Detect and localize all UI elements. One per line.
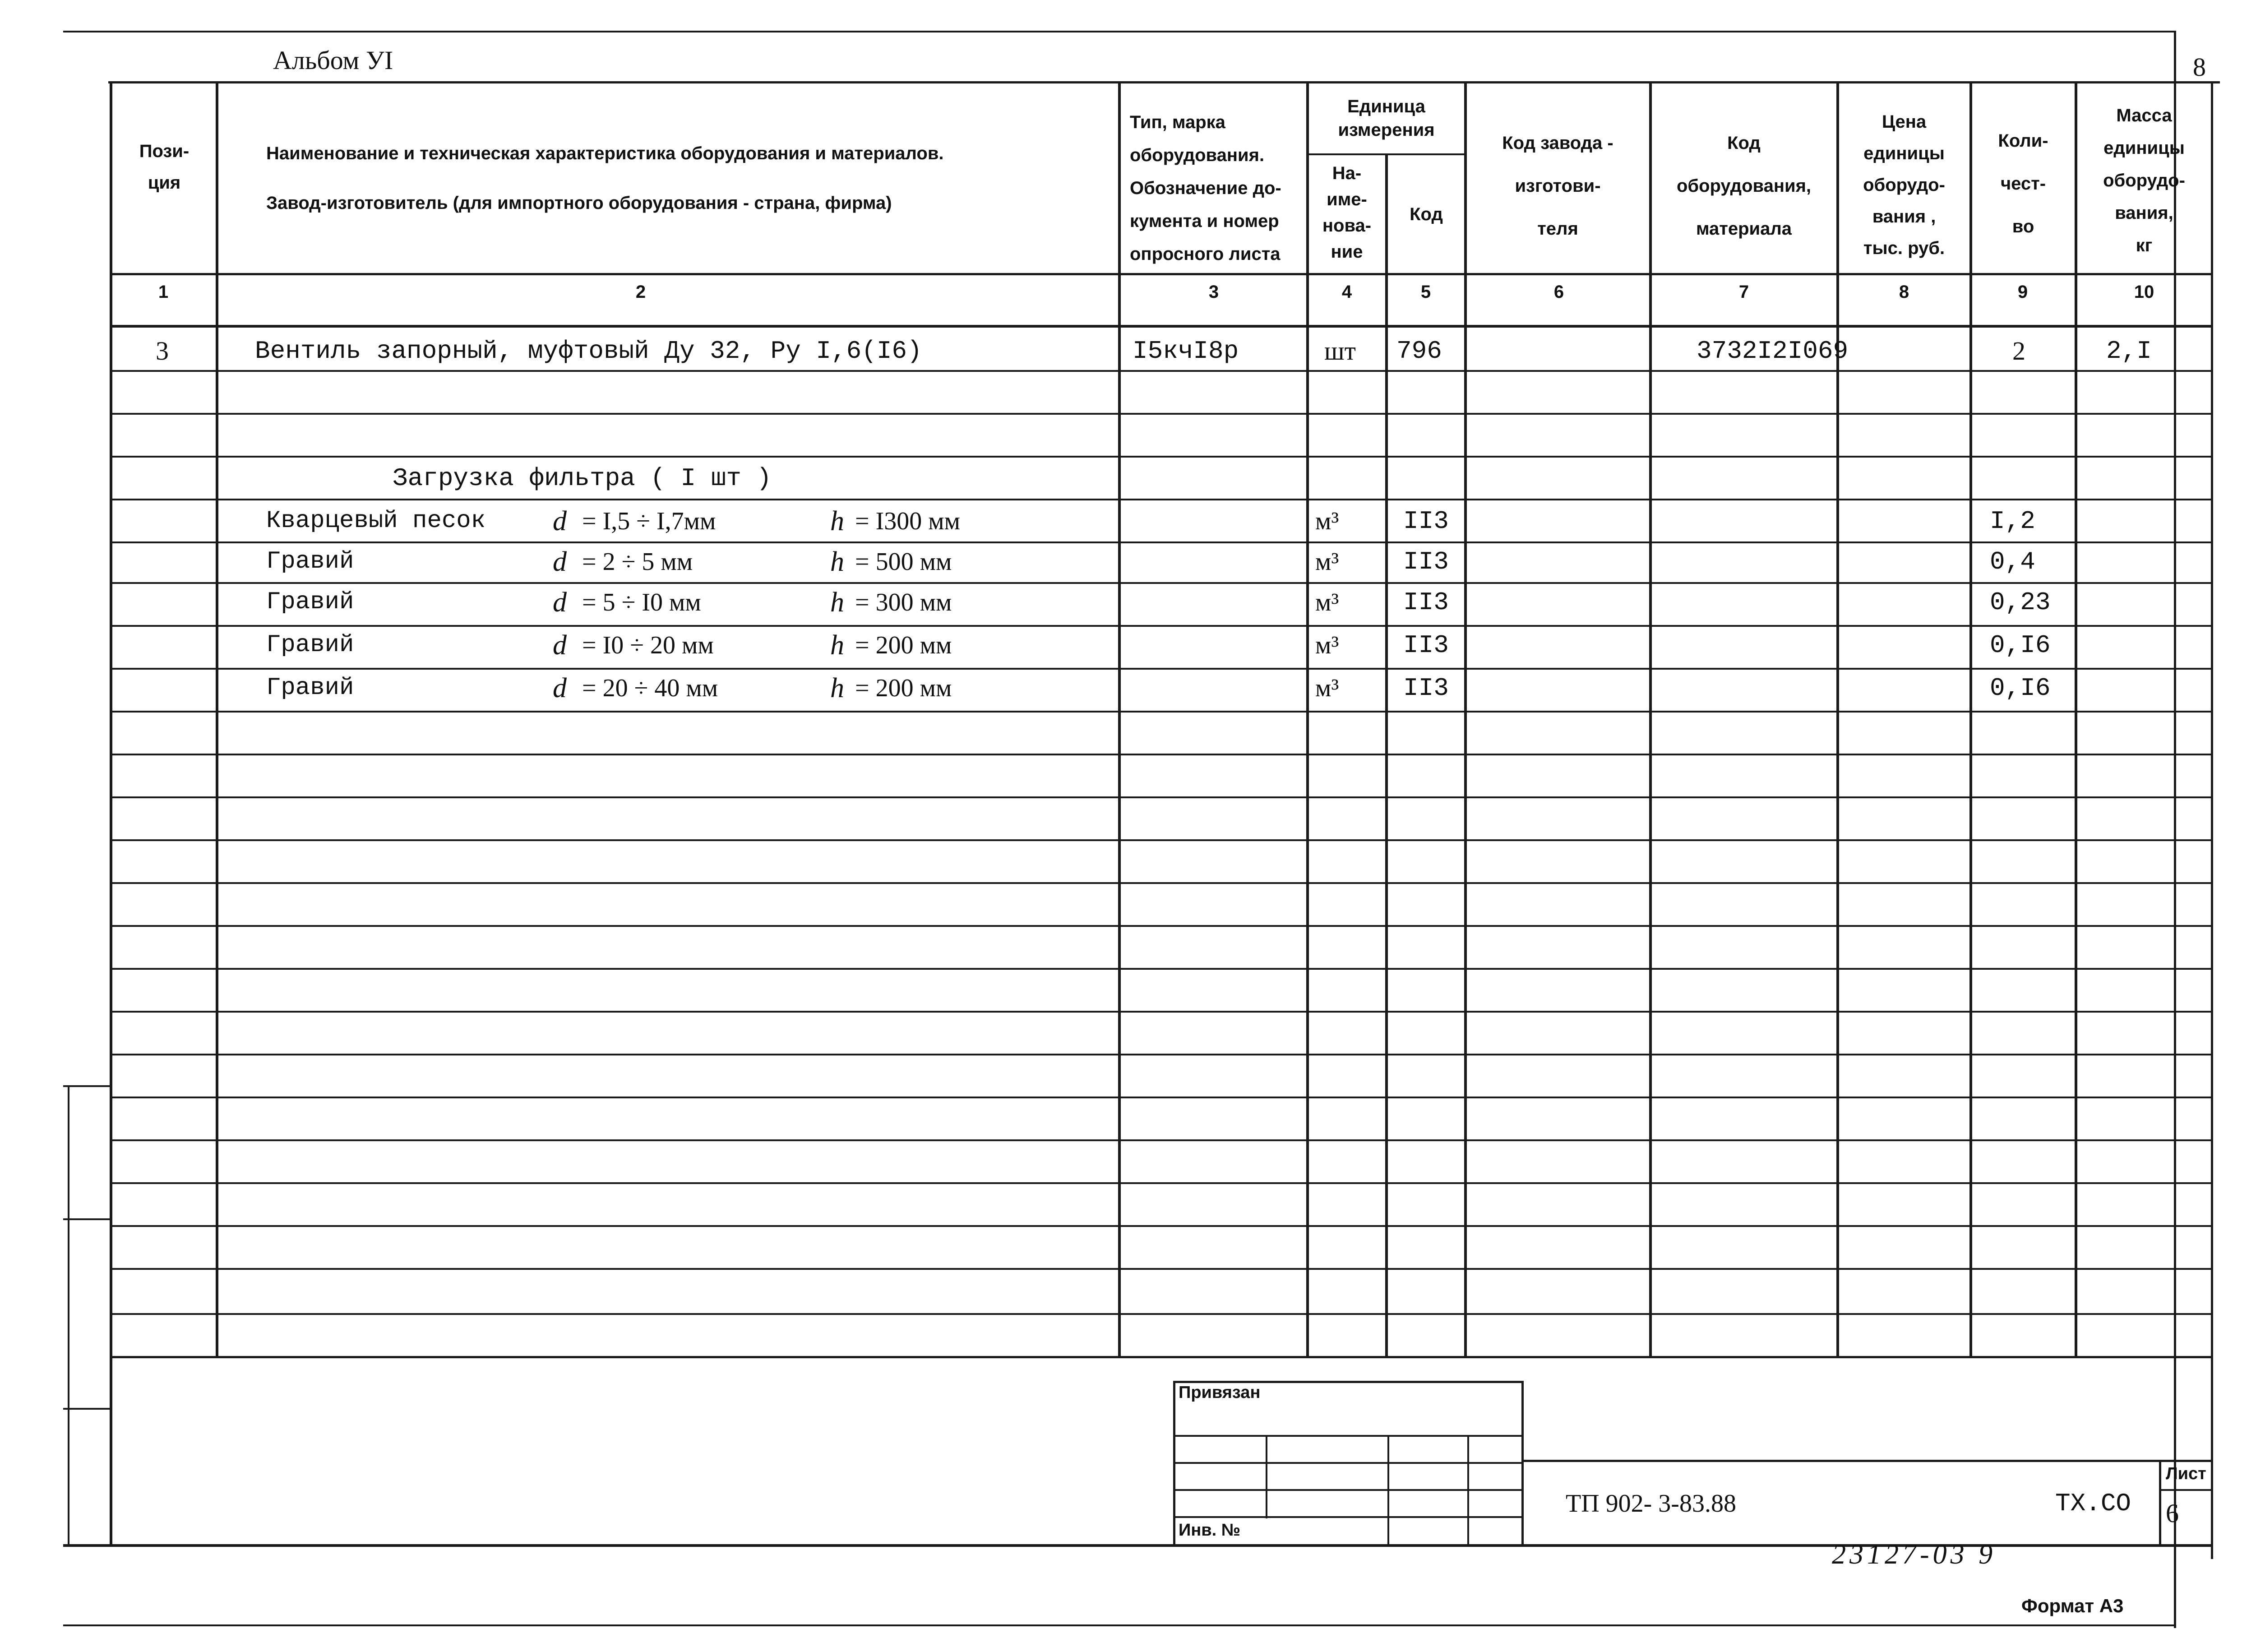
height-value: = 200 мм [855, 674, 952, 702]
header-col2: Наименование и техническая характеристика оборудования и материалов. Завод-изготовитель (для импортного оборудования - страна, фирма) [266, 143, 944, 213]
height-symbol: h [830, 587, 844, 618]
sheet-box-mid [2159, 1489, 2213, 1491]
row1-unit: шт [1324, 336, 1356, 366]
section-title: Загрузка фильтра ( I шт ) [393, 464, 772, 493]
row-line [110, 1054, 2213, 1055]
row-line [110, 925, 2213, 927]
stamp-v-4 [1467, 1435, 1469, 1546]
height-value: = I300 мм [855, 507, 961, 535]
col-line-7 [1836, 83, 1839, 1358]
sheet-box-left [2159, 1460, 2161, 1546]
sheet-number: 6 [2166, 1499, 2179, 1528]
row-line [110, 1268, 2213, 1270]
diameter-value: = 20 ÷ 40 мм [582, 674, 718, 702]
unit: м³ [1315, 588, 1339, 616]
colnum-10: 10 [2134, 282, 2154, 302]
page-number: 8 [2193, 52, 2206, 82]
colnum-1: 1 [158, 282, 169, 302]
colnum-3: 3 [1208, 282, 1219, 302]
colnum-9: 9 [2017, 282, 2028, 302]
diameter-value: = I0 ÷ 20 мм [582, 631, 714, 659]
stamp-privyazan: Привязан [1179, 1383, 1261, 1402]
unit-code: II3 [1403, 674, 1449, 703]
binding-line-1 [63, 1085, 111, 1087]
doc-section: ТХ.СО [2055, 1489, 2131, 1518]
row-line [110, 968, 2213, 970]
row-line [110, 711, 2213, 713]
colnum-8: 8 [1899, 282, 1909, 302]
row-line [110, 1313, 2213, 1315]
row1-type: I5кчI8р [1133, 337, 1239, 366]
top-border-line [63, 31, 2175, 32]
row-line [110, 625, 2213, 627]
stamp-line-2 [1173, 1462, 1523, 1464]
row-line [110, 668, 2213, 670]
header-col4: На- име- нова- ние [1322, 163, 1372, 262]
stamp-line-3 [1173, 1489, 1523, 1491]
row-line [110, 541, 2213, 543]
stamp-v-2 [1266, 1435, 1267, 1518]
doc-code: ТП 902- 3-83.88 [1566, 1490, 1736, 1518]
row1-equip-code: 3732I2I069 [1697, 337, 1849, 366]
unit: м³ [1315, 548, 1339, 576]
row-line [110, 456, 2213, 458]
unit: м³ [1315, 631, 1339, 659]
stamp-v-5 [1521, 1381, 1524, 1546]
binding-vertical [68, 1085, 69, 1546]
album-title: Альбом УI [273, 46, 393, 75]
row-line [110, 882, 2213, 884]
header-col7: Код оборудования, материала [1676, 133, 1812, 239]
sheet-label: Лист [2166, 1464, 2206, 1483]
row1-position: 3 [156, 336, 169, 366]
quantity: 0,23 [1990, 588, 2051, 617]
page-bottom-line [63, 1624, 2175, 1626]
header-col1: Пози- ция [139, 141, 190, 193]
row-line [110, 1011, 2213, 1013]
height-value: = 500 мм [855, 548, 952, 576]
height-symbol: h [830, 506, 844, 537]
height-value: = 200 мм [855, 631, 952, 659]
stamp-v-1 [1173, 1381, 1175, 1546]
unit: м³ [1315, 674, 1339, 702]
height-value: = 300 мм [855, 588, 952, 616]
col-line-1 [216, 83, 218, 1358]
diameter-value: = I,5 ÷ I,7мм [582, 507, 716, 535]
quantity: 0,I6 [1990, 674, 2051, 703]
row-line [110, 1225, 2213, 1227]
quantity: 0,I6 [1990, 631, 2051, 660]
row-line [110, 796, 2213, 798]
header-col10: Масса единицы оборудо- вания, кг [2103, 106, 2185, 255]
stamp-line-1 [1173, 1435, 1523, 1437]
diameter-symbol: d [553, 587, 567, 618]
row-line [110, 754, 2213, 755]
table-left-border [110, 83, 112, 1546]
unit-code: II3 [1403, 631, 1449, 660]
row-line [110, 1139, 2213, 1141]
height-symbol: h [830, 546, 844, 577]
title-block-top [1521, 1460, 2213, 1462]
col-line-8 [1969, 83, 1972, 1358]
unit: м³ [1315, 507, 1339, 535]
row-line [110, 499, 2213, 500]
row1-qty: 2 [2012, 336, 2025, 366]
material-name: Кварцевый песок [266, 507, 486, 535]
row1-name: Вентиль запорный, муфтовый Ду 32, Ру I,6(I6) [255, 337, 922, 366]
row-line [110, 413, 2213, 415]
unit-code: II3 [1403, 507, 1449, 536]
quantity: 0,4 [1990, 547, 2035, 576]
diameter-symbol: d [553, 673, 567, 703]
row-line [110, 1182, 2213, 1184]
right-frame-line-2 [2211, 83, 2213, 1559]
right-frame-line [2174, 31, 2176, 1628]
row1-mass: 2,I [2106, 337, 2152, 366]
colnum-7: 7 [1738, 282, 1749, 302]
height-symbol: h [830, 673, 844, 703]
diameter-symbol: d [553, 506, 567, 537]
material-name: Гравий [266, 631, 354, 659]
diameter-value: = 2 ÷ 5 мм [582, 548, 693, 576]
binding-line-3 [63, 1408, 111, 1410]
colnum-bottom-line [110, 325, 2213, 328]
stamp-line-4 [1173, 1516, 1523, 1518]
colnum-4: 4 [1341, 282, 1352, 302]
row-line [110, 1097, 2213, 1098]
col-line-9 [2075, 83, 2077, 1358]
diameter-value: = 5 ÷ I0 мм [582, 588, 701, 616]
row-line [110, 370, 2213, 372]
material-name: Гравий [266, 548, 354, 575]
stamp-v-3 [1387, 1435, 1389, 1546]
diameter-symbol: d [553, 546, 567, 577]
album-underline [108, 81, 2220, 83]
col-line-3 [1306, 83, 1309, 1358]
row1-unit-code: 796 [1396, 337, 1442, 366]
col-line-5 [1464, 83, 1467, 1358]
colnum-2: 2 [635, 282, 646, 302]
material-name: Гравий [266, 674, 354, 702]
height-symbol: h [830, 630, 844, 661]
material-name: Гравий [266, 588, 354, 616]
col-line-6 [1649, 83, 1652, 1358]
header-col8: Цена единицы оборудо- вания , тыс. руб. [1863, 112, 1945, 258]
quantity: I,2 [1990, 507, 2035, 536]
binding-line-2 [63, 1218, 111, 1220]
header-col9: Коли- чест- во [1998, 131, 2048, 236]
col-line-4 [1385, 153, 1388, 1358]
unit-group-line [1306, 153, 1467, 155]
handwritten-number: 23127-03 9 [1832, 1539, 1997, 1570]
unit-code: II3 [1403, 547, 1449, 576]
header-col6: Код завода - изготови- теля [1502, 133, 1613, 239]
rows-bottom-line [110, 1356, 2213, 1358]
diameter-symbol: d [553, 630, 567, 661]
colnum-6: 6 [1553, 282, 1564, 302]
header-col3: Тип, марка оборудования. Обозначение до- кумента и номер опросного листа [1130, 112, 1281, 264]
header-unit-group: Единица измерения [1338, 97, 1435, 140]
row-line [110, 582, 2213, 584]
header-bottom-line [110, 273, 2213, 275]
stamp-inv: Инв. № [1179, 1521, 1241, 1540]
col-line-2 [1118, 83, 1121, 1358]
header-col5: Код [1410, 204, 1443, 224]
colnum-5: 5 [1420, 282, 1431, 302]
format-label: Формат А3 [2021, 1595, 2124, 1616]
unit-code: II3 [1403, 588, 1449, 617]
row-line [110, 839, 2213, 841]
